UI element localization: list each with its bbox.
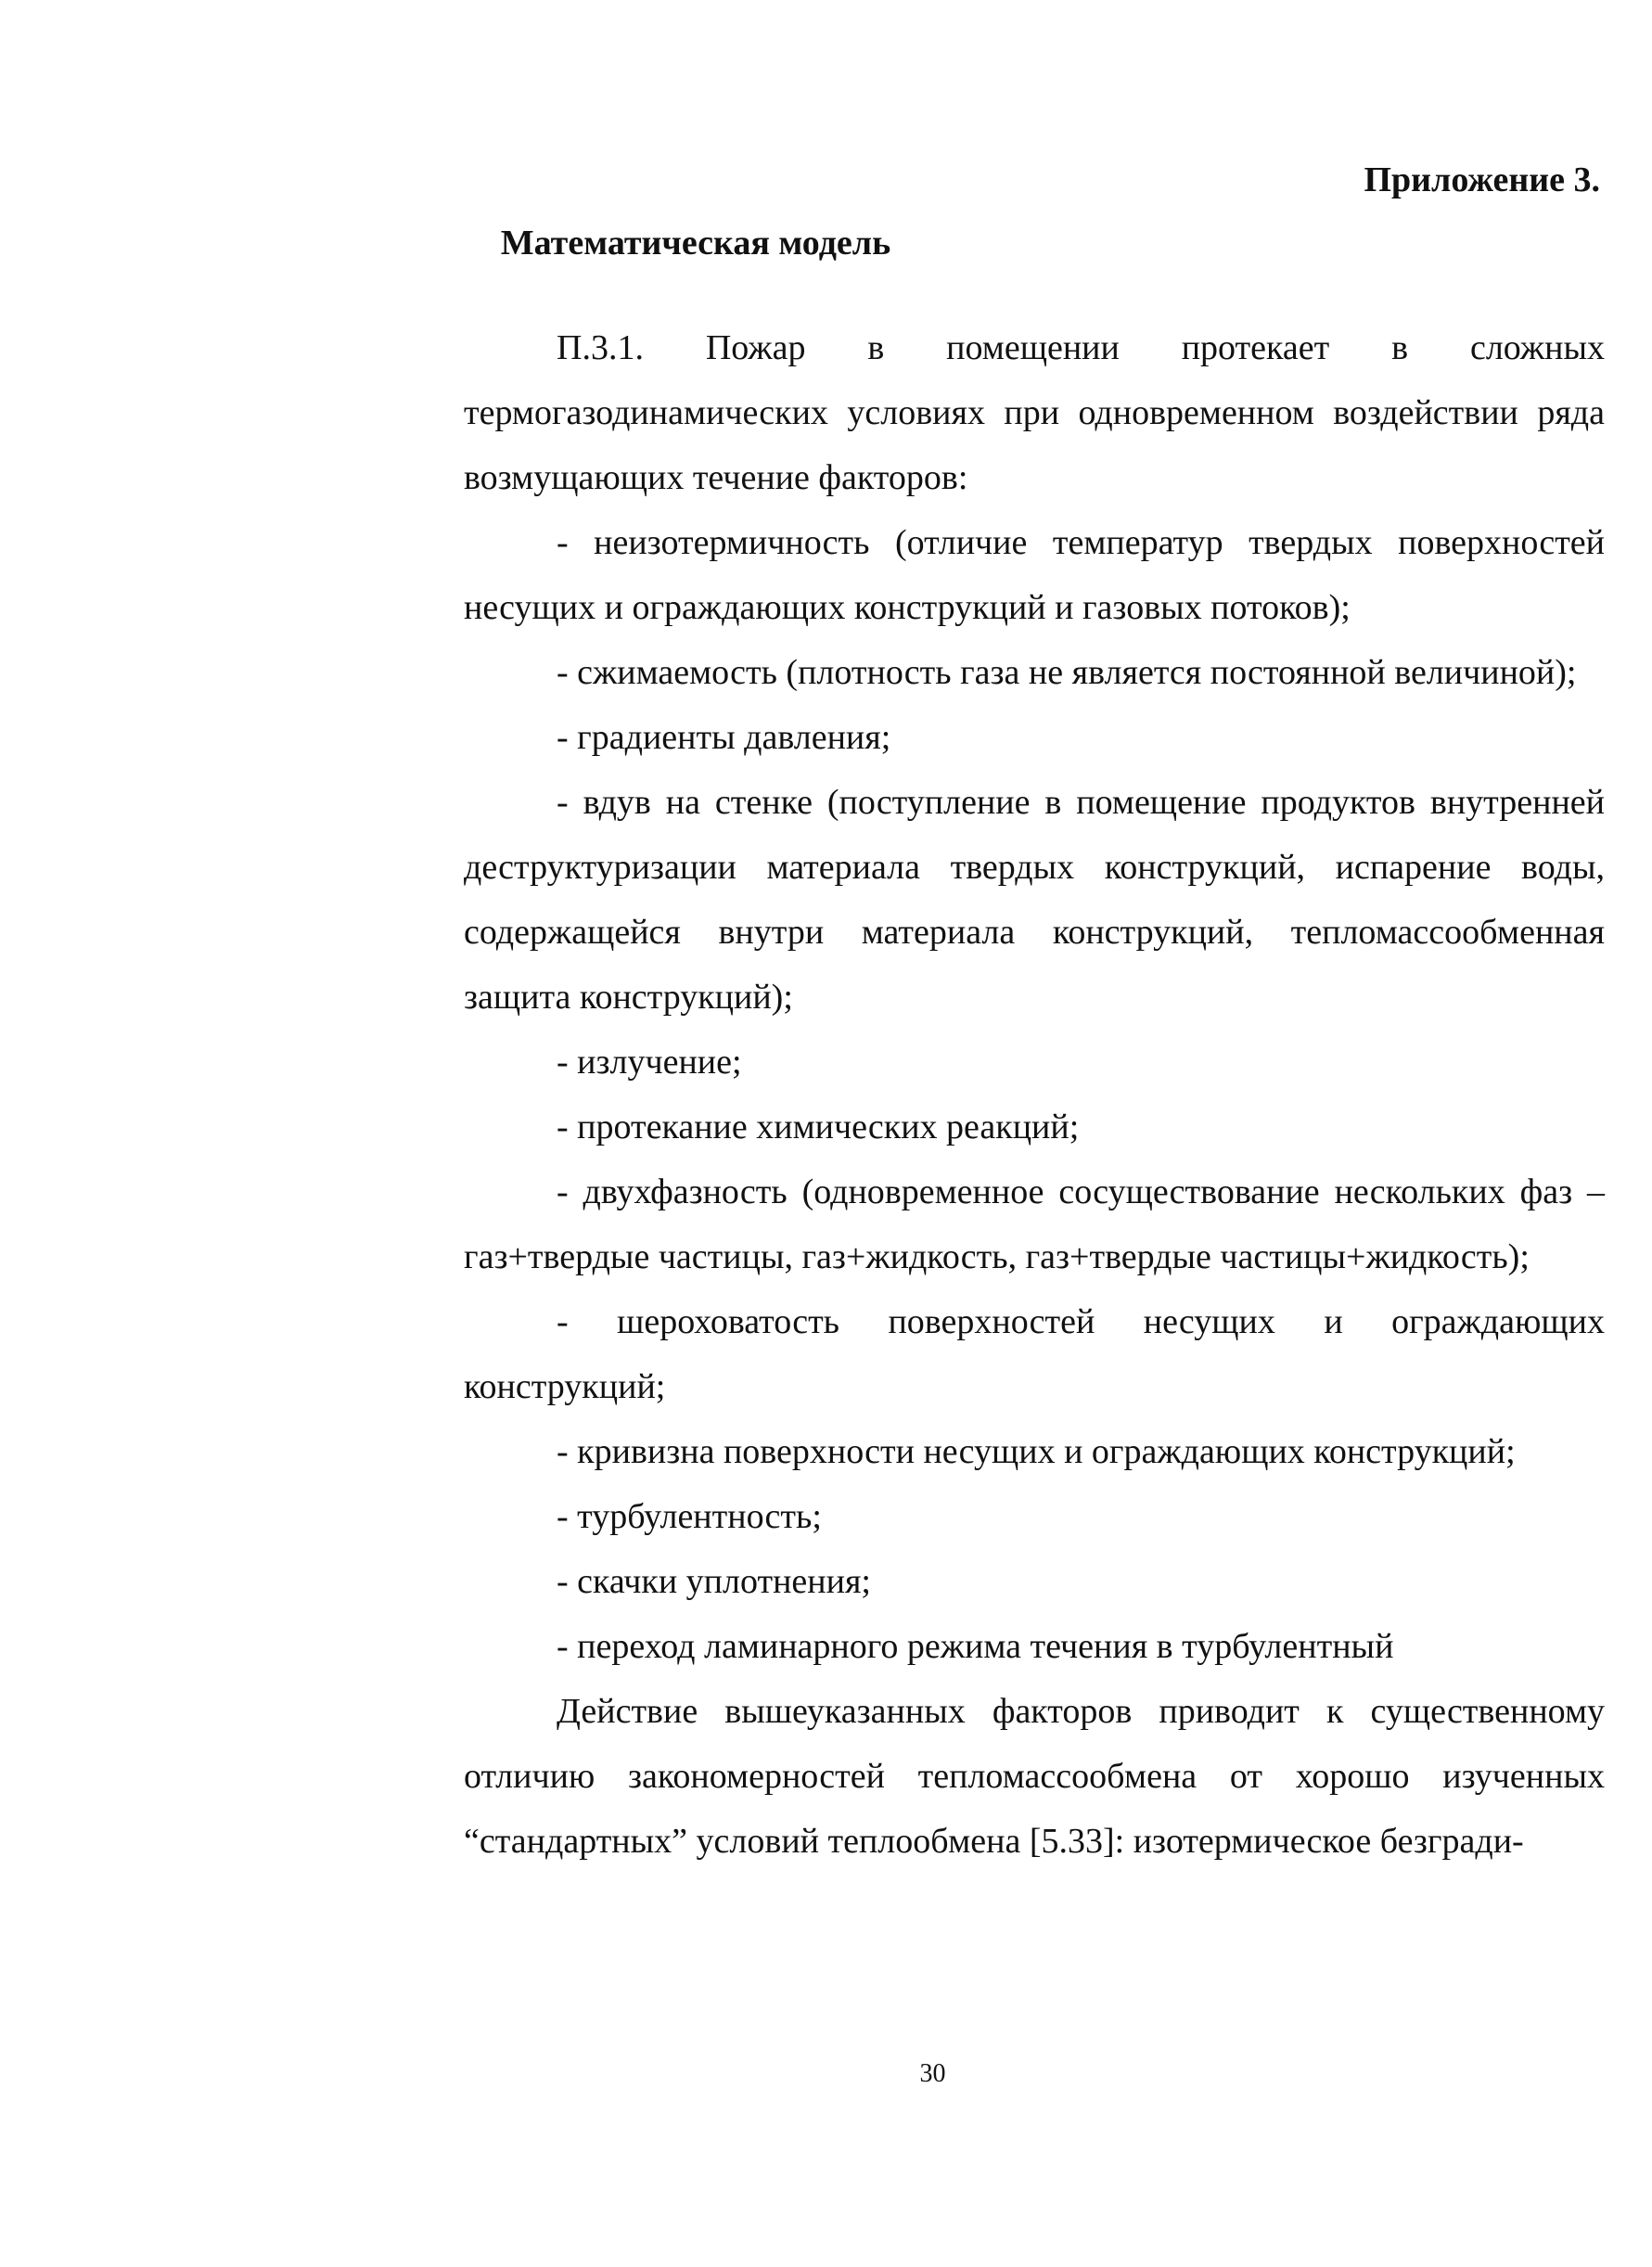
list-item-turbulence: - турбулентность; <box>557 1497 822 1536</box>
list-item-wall-injection: - вдув на стенке (поступление в помещение продуктов внутренней деструктуризации материала твердых конструкций, испарение воды, содержащейся внутри материала конструкций, тепломассообменная защита конструкций); <box>464 783 1605 1017</box>
appendix-label: Приложение 3. <box>1364 160 1600 199</box>
list-item-shocks: - скачки уплотнения; <box>557 1562 871 1601</box>
list-item-compressibility: - сжимаемость (плотность газа не является постоянной величиной); <box>557 653 1577 692</box>
document-title: Математическая модель <box>500 224 891 263</box>
paragraph-intro: П.3.1. Пожар в помещении протекает в сложных термогазодинамических условиях при одновременном воздействии ряда возмущающих течение факторов: <box>464 328 1605 497</box>
list-item-curvature: - кривизна поверхности несущих и ограждающих конструкций; <box>557 1432 1516 1471</box>
paragraph-conclusion: Действие вышеуказанных факторов приводит к существенному отличию закономерностей тепломассообмена от хорошо изученных “стандартных” условий теплообмена [5.33]: изотермическое безгради- <box>464 1692 1605 1861</box>
list-item-radiation: - излучение; <box>557 1043 742 1082</box>
list-item-chemical-reactions: - протекание химических реакций; <box>557 1108 1080 1146</box>
list-item-transition: - переход ламинарного режима течения в турбулентный <box>557 1627 1394 1666</box>
body-text <box>464 315 1605 1874</box>
list-item-pressure-gradients: - градиенты давления; <box>557 718 891 757</box>
list-item-roughness: - шероховатость поверхностей несущих и ограждающих конструкций; <box>464 1302 1605 1406</box>
list-item-nonisothermality: - неизотермичность (отличие температур твердых поверхностей несущих и ограждающих конструкций и газовых потоков); <box>464 523 1605 627</box>
list-item-two-phase: - двухфазность (одновременное сосуществование нескольких фаз – газ+твердые частицы, газ+жидкость, газ+твердые частицы+жидкость); <box>464 1172 1605 1276</box>
page-number: 30 <box>919 2059 946 2088</box>
